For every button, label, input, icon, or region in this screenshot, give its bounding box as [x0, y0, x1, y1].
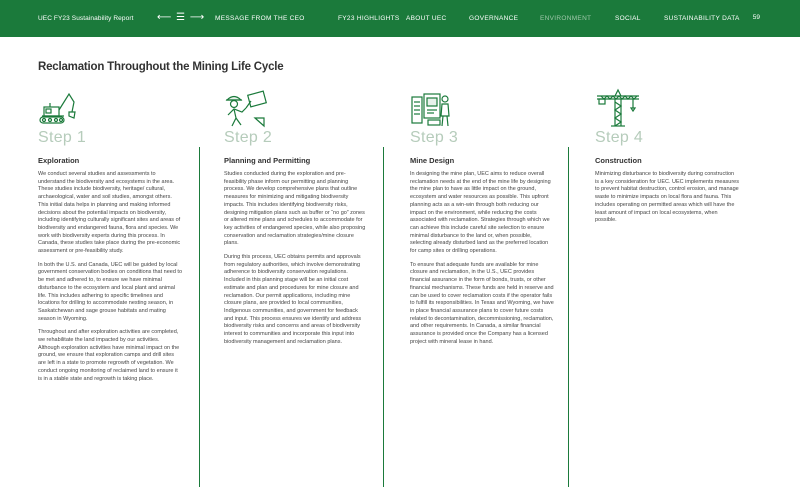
mine-design-icon: [410, 88, 454, 128]
nav-environment[interactable]: ENVIRONMENT: [540, 15, 592, 22]
paragraph: Throughout and after exploration activities are completed, we rehabilitate the land impacted by our activities. Although exploration activities have minimal impact on the ground, we ensure that exploration camps and drill sites are left in a state to promote regrowth of vegetation. We conduct ongoing monitoring of reclaimed land to ensure it is in a stable state and regrowth is taking place.: [38, 329, 180, 382]
page-number: 59: [752, 14, 760, 21]
menu-icon[interactable]: ☰: [176, 12, 187, 23]
step-number: Step 4: [595, 129, 644, 146]
phase-title: Exploration: [38, 156, 80, 165]
paragraph: We conduct several studies and assessments to understand the biodiversity and ecosystems in the area. These studies include biodiversity, heritage/ cultural, archaeological, water and soil studies, amongst others. This initial data helps in planning and making informed decisions about the potential impacts on biodiversity, including identifying culturally significant sites and areas of biodiversity and endangered fauna, flora and species. We work with biodiversity experts during this process. In Canada, these studies take place during the pre-economic assessment or pre-feasibility study.: [38, 171, 181, 255]
step-1-column: [38, 88, 182, 383]
top-navigation-bar: [0, 0, 800, 37]
column-divider: [383, 147, 384, 487]
page-title: Reclamation Throughout the Mining Life Cycle: [38, 61, 284, 73]
nav-message-from-ceo[interactable]: MESSAGE FROM THE CEO: [215, 15, 305, 22]
step-4-column: [595, 88, 739, 225]
step-number: Step 2: [224, 129, 273, 146]
worker-planning-icon: [224, 88, 268, 128]
previous-page-arrow-icon[interactable]: ⟵: [157, 12, 173, 23]
paragraph: During this process, UEC obtains permits and approvals from regulatory authorities, which involve demonstrating adherence to biodiversity conservation regulations. Included in this planning stage will be an initial cost estimate and plan and procedures for mine closure and reclamation. Our permit applications, including mine closure plans, are provided to local communities, Indigenous communities, and government for feedback and input. This process ensures we identify and address biodiversity risks and concerns and areas of biodiversity interest to communities and incorporate this input into biodiversity management and reclamation plans.: [224, 254, 362, 345]
page-navigation: [157, 12, 205, 23]
nav-fy23-highlights[interactable]: FY23 HIGHLIGHTS: [338, 15, 400, 22]
paragraph: In designing the mine plan, UEC aims to reduce overall reclamation needs at the end of the mine life by designing the mine plan to have as little impact on the ground, ecosystem and water resources as possible. This upfront planning acts as a win-win through both reducing our impact on the environment, while reducing the costs associated with reclamation. Strategies through which we can achieve this include careful site selection to ensure minimal disturbance to the land or, when possible, selecting already disturbed land as the preferred location for camp sites or drilling operations.: [410, 171, 551, 255]
next-page-arrow-icon[interactable]: ⟶: [189, 12, 206, 23]
column-divider: [568, 147, 569, 487]
nav-governance[interactable]: GOVERNANCE: [469, 15, 519, 22]
paragraph: To ensure that adequate funds are available for mine closure and reclamation, in the U.S., UEC provides financial assurance in the form of bonds, trusts, or other financial mechanisms. These funds are held in reserve and can be used to cover reclamation costs if the operator fails to fulfill its responsibilities. In Texas and Wyoming, we have in place financial assurance plans to cover future costs related to decontamination, decommissioning, reclamation, and other requirements. In Canada, a similar financial assurance is provided once the Company has a licensed project with mineral lease in hand.: [410, 261, 554, 345]
step-3-column: [410, 88, 554, 346]
phase-title: Mine Design: [410, 156, 455, 165]
phase-title: Planning and Permitting: [224, 156, 311, 165]
paragraph: In both the U.S. and Canada, UEC will be guided by local government conservation bodies on conditions that need to be met and adhered to, to ensure we have minimal disturbance to the ecosystem and local plant and animal life. This includes adhering to specific timelines and locations for drilling to accommodate nesting season, in Saskatchewan and sage grouse habitats and mating season in Wyoming.: [38, 261, 183, 322]
paragraph: Minimizing disturbance to biodiversity during construction is a key consideration for UEC. UEC implements measures to prevent habitat destruction, control erosion, and manage waste to minimize impacts on local flora and fauna. This includes operating on permitted areas which will have the least amount of impact on local ecosystems, when possible.: [595, 171, 739, 224]
nav-social[interactable]: SOCIAL: [615, 15, 641, 22]
step-number: Step 3: [410, 129, 459, 146]
phase-title: Construction: [595, 156, 642, 165]
column-divider: [199, 147, 200, 487]
step-number: Step 1: [38, 129, 87, 146]
nav-sustainability-data[interactable]: SUSTAINABILITY DATA: [664, 15, 740, 22]
report-title[interactable]: UEC FY23 Sustainability Report: [38, 15, 134, 22]
step-2-column: [224, 88, 368, 346]
crane-icon: [595, 88, 641, 128]
paragraph: Studies conducted during the exploration and pre-feasibility phase inform our permitting and planning process. We develop comprehensive plans that outline measures for minimizing and mitigating biodiversity impacts. This includes identifying biodiversity risks, designing mitigation plans such as buffer or “no go” zones or altered mine plans and schedules to accommodate for key activities of endangered species, while also proposing conservation and reclamation strategies/mine closure plans.: [224, 171, 366, 247]
nav-about-uec[interactable]: ABOUT UEC: [406, 15, 447, 22]
excavator-icon: [38, 88, 80, 128]
